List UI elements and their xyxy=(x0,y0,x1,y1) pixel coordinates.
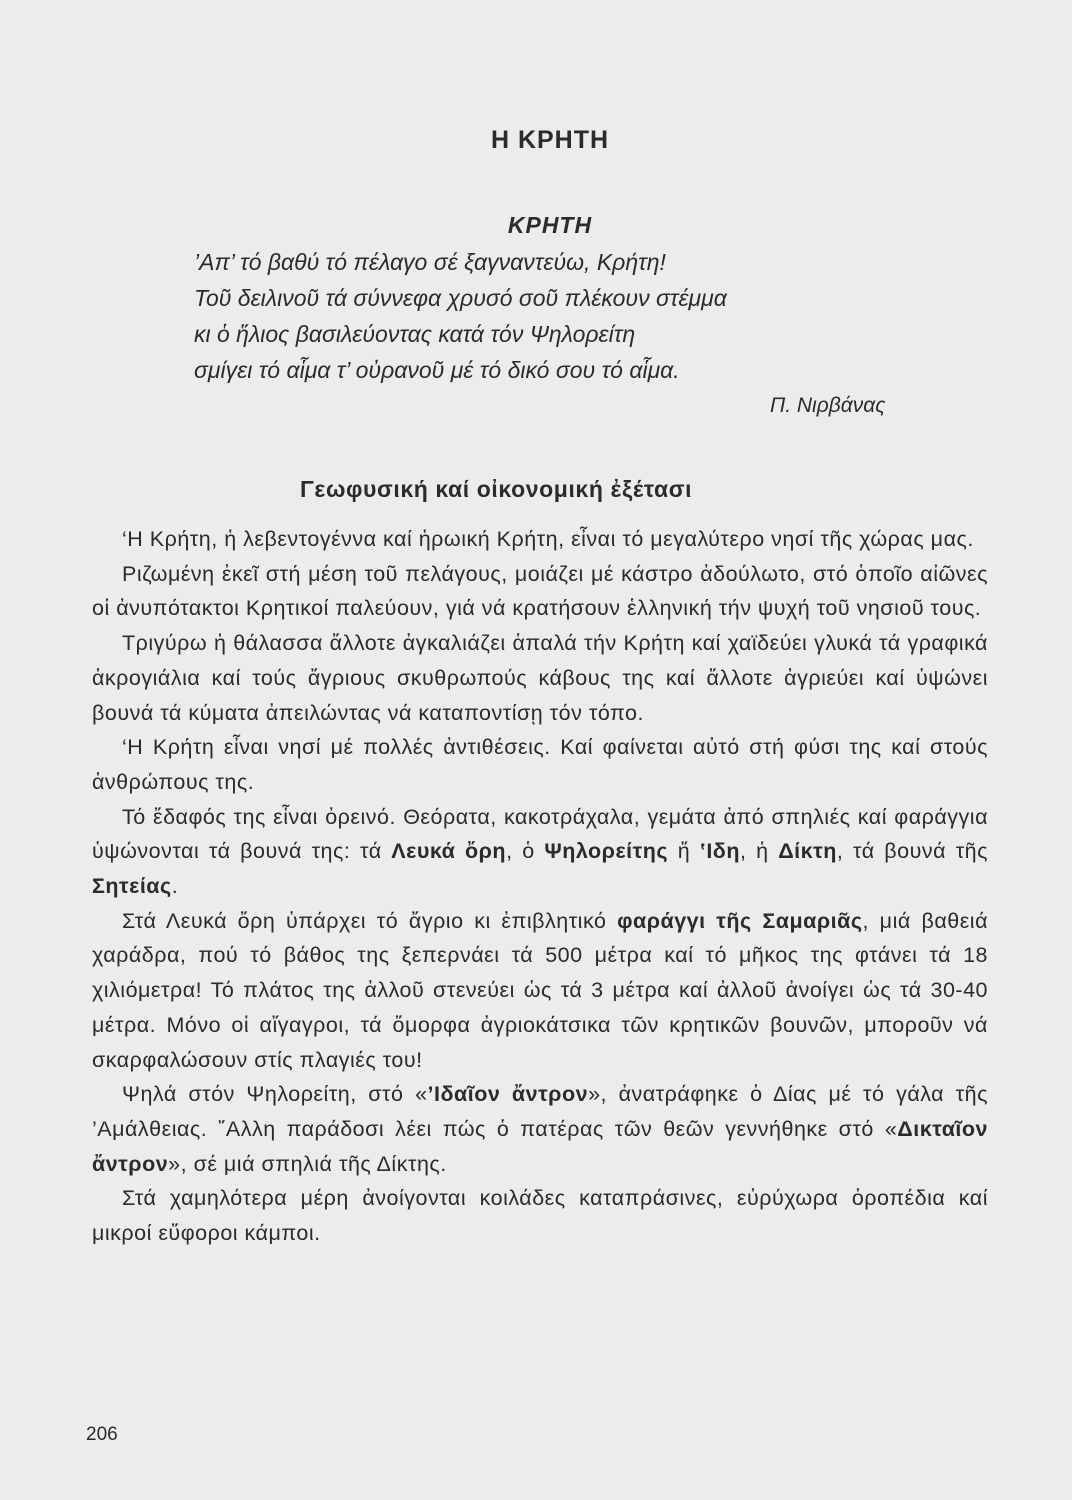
text-run: ἤ xyxy=(668,839,700,864)
text-run: Τριγύρω ἡ θάλασσα ἄλλοτε ἀγκαλιάζει ἁπαλά τήν Κρήτη καί χαϊδεύει γλυκά τά γραφικά ἀκρογιάλια καί τούς ἄγριους σκυθρωπούς κάβους της καί ἄλλοτε ἀγριεύει καί ὑψώνει βουνά τά κύματα ἀπειλώντας νά καταποντίσῃ τόν τόπο. xyxy=(92,631,988,725)
bold-term: ‛Ιδη xyxy=(699,839,740,864)
text-run: . xyxy=(171,874,179,899)
poem-line: κι ὁ ἥλιος βασιλεύοντας κατά τόν Ψηλορείτη xyxy=(194,321,636,347)
body-paragraph xyxy=(92,800,988,904)
text-run: Ψηλά στόν Ψηλορείτη, στό « xyxy=(122,1082,428,1107)
text-run: ‘Η Κρήτη, ἡ λεβεντογέννα καί ἡρωική Κρήτη, εἶναι τό μεγαλύτερο νησί τῆς χώρας μας. xyxy=(122,527,974,551)
chapter-title: Η ΚΡΗΤΗ xyxy=(490,126,610,154)
bold-term: ’Ιδαῖον ἄντρον xyxy=(427,1082,589,1107)
text-run: Στά Λευκά ὄρη ὑπάρχει τό ἄγριο κι ἐπιβλητικό xyxy=(122,908,618,933)
text-run: ‘Η Κρήτη εἶναι νησί μέ πολλές ἀντιθέσεις. Καί φαίνεται αὐτό στή φύσι της καί στούς ἀνθρώπους της. xyxy=(92,735,988,794)
section-heading: Γεωφυσική καί οἰκονομική ἐξέτασι xyxy=(300,476,693,502)
body-paragraph xyxy=(92,730,988,799)
poem xyxy=(194,244,914,388)
body-paragraph xyxy=(92,557,988,626)
body-paragraph xyxy=(92,522,988,557)
poem-line: Τοῦ δειλινοῦ τά σύννεφα χρυσό σοῦ πλέκουν στέμμα xyxy=(194,285,727,311)
text-run: Τό ἔδαφός της εἶναι ὀρεινό. Θεόρατα, κακοτράχαλα, γεμάτα ἀπό σπηλιές καί φαράγγια ὑψώνονται τά βουνά της: τά xyxy=(92,804,988,864)
page-number: 206 xyxy=(86,1424,118,1445)
text-run: », σέ μιά σπηλιά τῆς Δίκτης. xyxy=(168,1151,447,1176)
bold-term: Λευκά ὄρη xyxy=(391,839,507,864)
text-run: Ριζωμένη ἐκεῖ στή μέση τοῦ πελάγους, μοιάζει μέ κάστρο ἀδούλωτο, στό ὁποῖο αἰῶνες οἱ ἀνυπότακτοι Κρητικοί παλεύουν, γιά νά κρατήσουν ἑλληνική τήν ψυχή τοῦ νησιοῦ τους. xyxy=(92,561,988,621)
poem-author: Π. Νιρβάνας xyxy=(770,394,886,417)
poem-title: ΚΡΗΤΗ xyxy=(507,212,593,238)
poem-line: ’Απ’ τό βαθύ τό πέλαγο σέ ξαγναντεύω, Κρήτη! xyxy=(194,249,666,275)
text-run: , τά βουνά τῆς xyxy=(836,839,989,864)
poem-line: σμίγει τό αἷμα τ’ οὐρανοῦ μέ τό δικό σου τό αἷμα. xyxy=(194,357,680,383)
body-paragraph xyxy=(92,1181,988,1250)
body-text xyxy=(92,522,988,1251)
text-run: , μιά βαθειά χαράδρα, πού τό βάθος της ξεπερνάει τά 500 μέτρα καί τό μῆκος της φτάνει τά 18 χιλιόμετρα! Τό πλάτος της ἀλλοῦ στενεύει ὡς τά 3 μέτρα καί ἀλλοῦ ἀνοίγει ὡς τά 30-40 μέτρα. Μόνο οἱ αἴγαγροι, τά ὄμορφα ἀγριοκάτσικα τῶν κρητικῶν βουνῶν, μποροῦν νά σκαρφαλώσουν στίς πλαγιές του! xyxy=(92,908,988,1072)
bold-term: Σητείας xyxy=(92,874,172,899)
text-run: , ἡ xyxy=(739,839,779,864)
text-run: Στά χαμηλότερα μέρη ἀνοίγονται κοιλάδες καταπράσινες, εὐρύχωρα ὀροπέδια καί μικροί εὔφοροι κάμποι. xyxy=(92,1186,988,1246)
bold-term: Δικταῖον ἄντρον xyxy=(92,1116,988,1176)
bold-term: Ψηλορείτης xyxy=(544,839,669,864)
bold-term: Δίκτη xyxy=(778,839,837,864)
text-run: », ἀνατράφηκε ὁ Δίας μέ τό γάλα τῆς ’Αμάλθειας. ῎Αλλη παράδοσι λέει πώς ὁ πατέρας τῶν θεῶν γεννήθηκε στό « xyxy=(92,1082,988,1141)
body-paragraph xyxy=(92,626,988,730)
body-paragraph xyxy=(92,904,988,1078)
text-run: , ὁ xyxy=(506,839,545,864)
bold-term: φαράγγι τῆς Σαμαριᾶς xyxy=(617,908,863,933)
body-paragraph xyxy=(92,1077,988,1181)
